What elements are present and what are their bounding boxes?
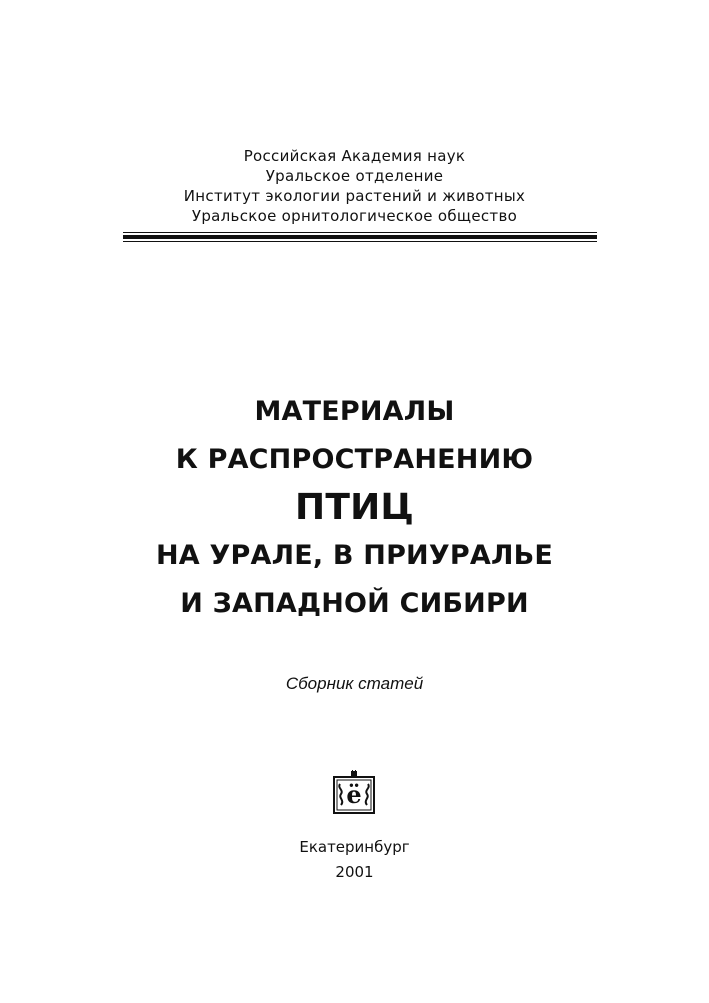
publication-year: 2001 [335, 863, 374, 881]
divider-thin-top [123, 232, 597, 233]
book-subtitle: Сборник статей [285, 674, 424, 693]
title-line-3: ПТИЦ [294, 487, 414, 528]
title-line-2: К РАСПРОСТРАНЕНИЮ [175, 444, 534, 475]
imprint [0, 835, 709, 885]
publisher-logo-letter: ё [346, 780, 362, 809]
title-line-5: И ЗАПАДНОЙ СИБИРИ [180, 588, 529, 619]
header-line-institute: Институт экологии растений и животных [183, 187, 526, 205]
divider-thick [123, 235, 597, 239]
title-line-1: МАТЕРИАЛЫ [254, 396, 455, 427]
header-divider [123, 232, 597, 242]
header-line-academy: Российская Академия наук [243, 147, 466, 165]
divider-thin-bottom [123, 241, 597, 242]
book-title [0, 388, 709, 628]
publication-city: Екатеринбург [299, 838, 410, 856]
header-line-society: Уральское орнитологическое общество [191, 207, 518, 225]
organization-header [0, 146, 709, 226]
title-line-4: НА УРАЛЕ, В ПРИУРАЛЬЕ [155, 540, 554, 571]
header-line-branch: Уральское отделение [265, 167, 444, 185]
publisher-logo-icon [331, 770, 377, 816]
